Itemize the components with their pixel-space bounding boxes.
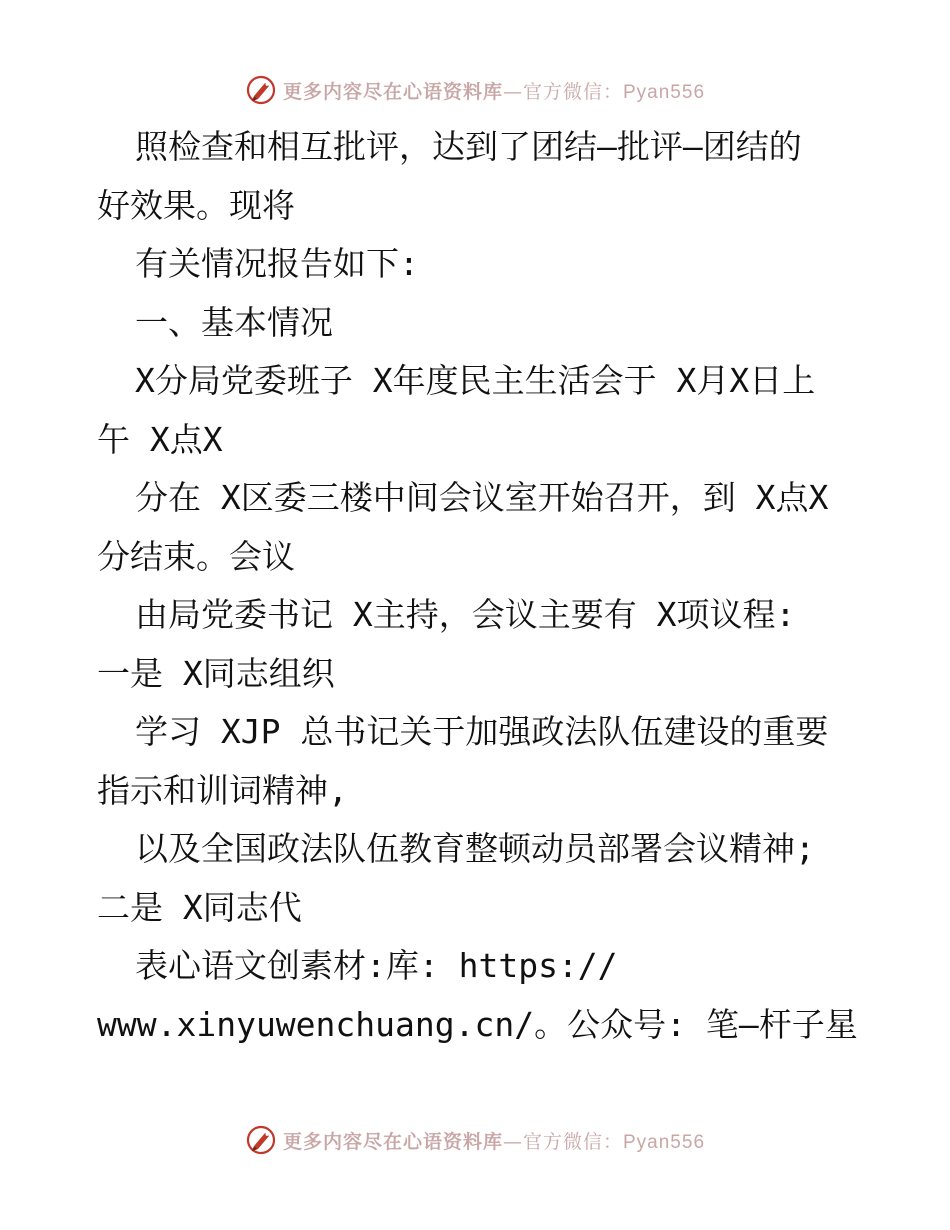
text-line: 照检查和相互批评，达到了团结—批评—团结的 (135, 127, 802, 166)
watermark-wechat-label: 官方微信： (522, 1130, 623, 1153)
watermark-separator: — (502, 80, 523, 103)
text-line: 表心语文创素材:库: https:// (135, 946, 618, 985)
watermark-content (245, 74, 705, 106)
text-line: 午 X点X (97, 419, 223, 459)
watermark-wechat-id: Pyan556 (623, 1131, 706, 1153)
body-text (97, 118, 867, 1054)
text-line: 分结束。会议 (97, 536, 295, 576)
text-line: 由局党委书记 X主持，会议主要有 X项议程: (135, 595, 796, 634)
text-line: 以及全国政法队伍教育整顿动员部署会议精神; (135, 829, 815, 868)
text-line: 学习 XJP 总书记关于加强政法队伍建设的重要 (135, 712, 829, 751)
text-line: 好效果。现将 (97, 185, 295, 225)
watermark-wechat-label: 官方微信： (522, 80, 623, 103)
watermark-content (245, 1124, 705, 1156)
watermark-site-name: 更多内容尽在心语资料库 (282, 80, 503, 103)
watermark-site-name: 更多内容尽在心语资料库 (282, 1130, 503, 1153)
pen-logo-icon (245, 1124, 277, 1156)
text-line: www.xinyuwenchuang.cn/。公众号: 笔—杆子星 (97, 1004, 858, 1044)
watermark-separator: — (502, 1130, 523, 1153)
text-line: X分局党委班子 X年度民主生活会于 X月X日上 (135, 361, 816, 400)
text-line: 分在 X区委三楼中间会议室开始召开，到 X点X (135, 478, 829, 517)
section-heading: 一、基本情况 (135, 302, 333, 342)
pen-logo-icon (245, 74, 277, 106)
watermark-wechat-id: Pyan556 (623, 81, 706, 103)
watermark-text (283, 77, 705, 104)
footer-watermark (0, 1120, 950, 1160)
header-watermark (0, 70, 950, 110)
text-line: 指示和训词精神, (97, 770, 348, 810)
text-line: 一是 X同志组织 (97, 653, 335, 693)
text-line: 有关情况报告如下: (135, 244, 419, 283)
watermark-text (283, 1127, 705, 1154)
text-line: 二是 X同志代 (97, 887, 302, 927)
